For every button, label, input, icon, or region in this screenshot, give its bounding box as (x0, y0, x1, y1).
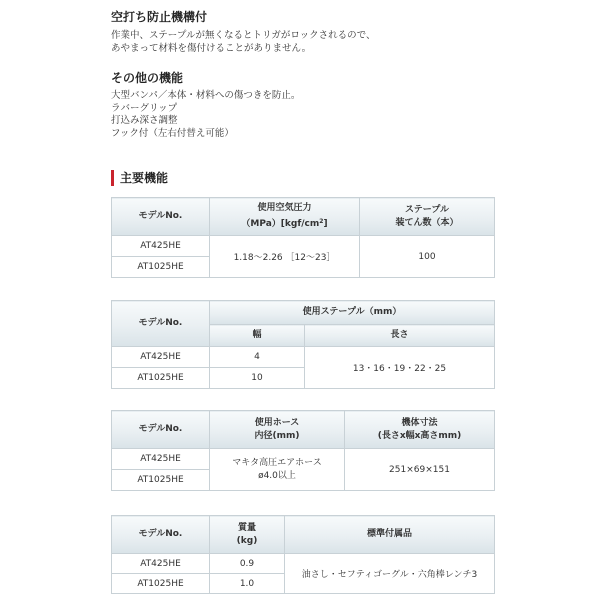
header-mass-line1: 質量 (237, 522, 256, 533)
model-cell: AT425HE (112, 236, 210, 257)
header-capacity-line1: ステープル (404, 204, 449, 215)
dimensions-value: 251×69×151 (345, 449, 495, 491)
header-hose-line1: 使用ホース (254, 417, 300, 428)
spec-table-accessories (111, 515, 495, 594)
hose-value (210, 449, 345, 491)
header-capacity-line2: 装てん数（本） (395, 217, 459, 228)
header-model: モデルNo. (112, 198, 210, 236)
dry-fire-description (111, 30, 375, 55)
mass-value: 1.0 (210, 574, 285, 594)
other-features-list (111, 90, 300, 140)
dry-fire-heading: 空打ち防止機構付 (111, 10, 208, 24)
header-staple-size: 使用ステープル（mm） (210, 301, 495, 325)
model-cell: AT425HE (112, 347, 210, 368)
model-cell: AT1025HE (112, 574, 210, 594)
other-feature-2: ラバーグリップ (111, 102, 178, 114)
staple-capacity-value: 100 (360, 236, 495, 278)
spec-table-staple (111, 300, 495, 389)
header-accessories: 標準付属品 (285, 516, 495, 554)
model-cell: AT425HE (112, 554, 210, 574)
hose-value-line1: マキタ高圧エアホース (232, 457, 322, 468)
header-model: モデルNo. (112, 411, 210, 449)
model-cell: AT1025HE (112, 368, 210, 389)
other-feature-4: フック付（左右付替え可能） (111, 127, 234, 139)
accessories-value: 油さし・セフティゴーグル・六角棒レンチ3 (285, 554, 495, 594)
length-values: 13・16・19・22・25 (305, 347, 495, 389)
model-cell: AT1025HE (112, 470, 210, 491)
other-features-heading: その他の機能 (111, 71, 184, 85)
width-value: 10 (210, 368, 305, 389)
spec-table-hose (111, 410, 495, 491)
header-air-pressure (210, 198, 360, 236)
width-value: 4 (210, 347, 305, 368)
dry-fire-line-1: 作業中、ステープルが無くなるとトリガがロックされるので、 (111, 30, 376, 41)
main-features-title: 主要機能 (111, 170, 168, 186)
model-cell: AT425HE (112, 449, 210, 470)
model-cell: AT1025HE (112, 257, 210, 278)
header-length: 長さ (305, 325, 495, 347)
header-width: 幅 (210, 325, 305, 347)
header-dimensions (345, 411, 495, 449)
header-hose (210, 411, 345, 449)
header-model: モデルNo. (112, 301, 210, 347)
dry-fire-line-2: あやまって材料を傷付けることがありません。 (111, 42, 312, 54)
other-feature-1: 大型バンパ／本体・材料への傷つきを防止。 (111, 90, 301, 101)
hose-value-line2: ø4.0以上 (258, 470, 296, 481)
spec-table-pressure (111, 197, 495, 278)
header-mass-line2: (kg) (236, 535, 258, 546)
air-pressure-value: 1.18～2.26 ［12～23］ (210, 236, 360, 278)
header-model: モデルNo. (112, 516, 210, 554)
header-hose-line2: 内径(mm) (254, 430, 300, 441)
header-mass (210, 516, 285, 554)
mass-value: 0.9 (210, 554, 285, 574)
header-dimensions-line2: (長さx幅x高さmm) (377, 430, 462, 441)
header-dimensions-line1: 機体寸法 (401, 417, 438, 428)
other-feature-3: 打込み深さ調整 (111, 115, 178, 126)
header-air-pressure-line1: 使用空気圧力 (257, 203, 312, 213)
header-air-pressure-line2: $(MPa)[kgf/cm^2]$ (241, 218, 328, 229)
header-staple-capacity (360, 198, 495, 236)
